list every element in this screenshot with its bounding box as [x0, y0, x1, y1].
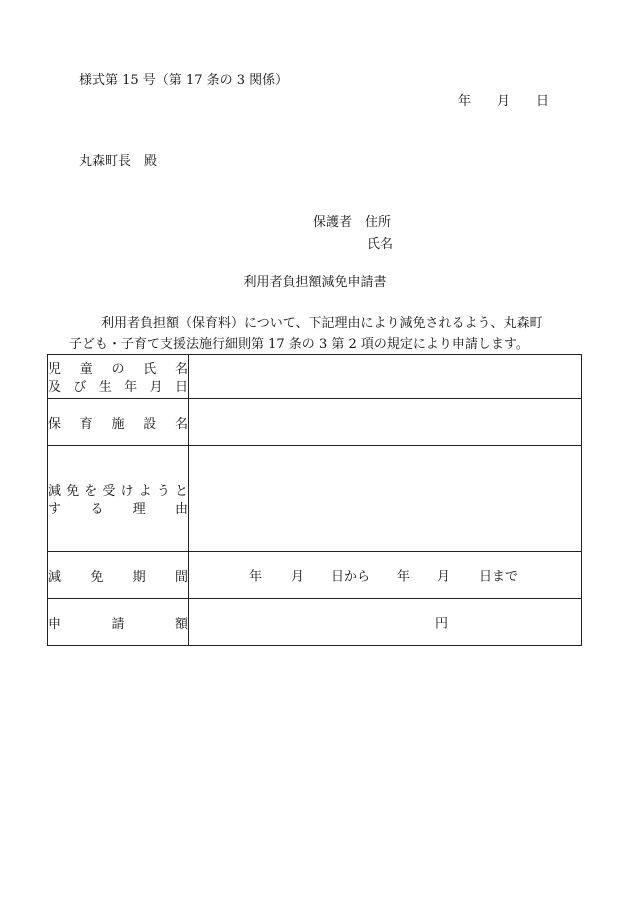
reason-field[interactable] [189, 446, 582, 552]
label-line: 児 童 の 氏 名 [48, 362, 188, 377]
label-line: 保 育 施 設 名 [48, 416, 188, 432]
period-month-1: 月 [291, 569, 305, 585]
period-until: 日まで [479, 569, 519, 585]
intro-line-2: 子ども・子育て支援法施行細則第 17 条の 3 第 2 項の規定により申請します。 [69, 337, 529, 352]
form-number: 様式第 15 号（第 17 条の 3 関係） [79, 73, 289, 88]
label-line: 及 び 生 年 月 日 [48, 380, 188, 395]
amount-unit: 円 [435, 616, 449, 632]
label-line: 減 免 期 間 [48, 569, 188, 585]
period-year-1: 年 [249, 569, 263, 585]
child-name-dob-label [48, 355, 189, 399]
table-row-child [48, 355, 582, 399]
facility-name-field[interactable] [189, 399, 582, 446]
facility-name-label [48, 399, 189, 446]
label-line: 申 請 額 [48, 616, 188, 632]
intro-line-1: 利用者負担額（保育料）について、下記理由により減免されるよう、丸森町 [101, 316, 543, 331]
table-row-reason [48, 446, 582, 552]
table-row-period [48, 552, 582, 599]
period-from: 日から [331, 569, 371, 585]
document-title: 利用者負担額減免申請書 [243, 275, 387, 290]
period-month-2: 月 [437, 569, 451, 585]
period-label [48, 552, 189, 599]
amount-label [48, 599, 189, 646]
date-line: 年 月 日 [458, 94, 550, 109]
label-line: す る 理 由 [48, 502, 188, 517]
child-name-dob-field[interactable] [189, 355, 582, 399]
reason-label [48, 446, 189, 552]
table-row-amount [48, 599, 582, 646]
period-field[interactable] [189, 552, 582, 599]
label-line: 減 免 を 受 け よ う と [48, 484, 188, 499]
application-table [47, 354, 582, 646]
period-year-2: 年 [397, 569, 411, 585]
addressee: 丸森町長 殿 [79, 154, 158, 169]
guardian-address-label: 保護者 住所 [313, 215, 392, 230]
amount-field[interactable] [189, 599, 582, 646]
table-row-facility [48, 399, 582, 446]
guardian-name-label: 氏名 [367, 237, 394, 252]
